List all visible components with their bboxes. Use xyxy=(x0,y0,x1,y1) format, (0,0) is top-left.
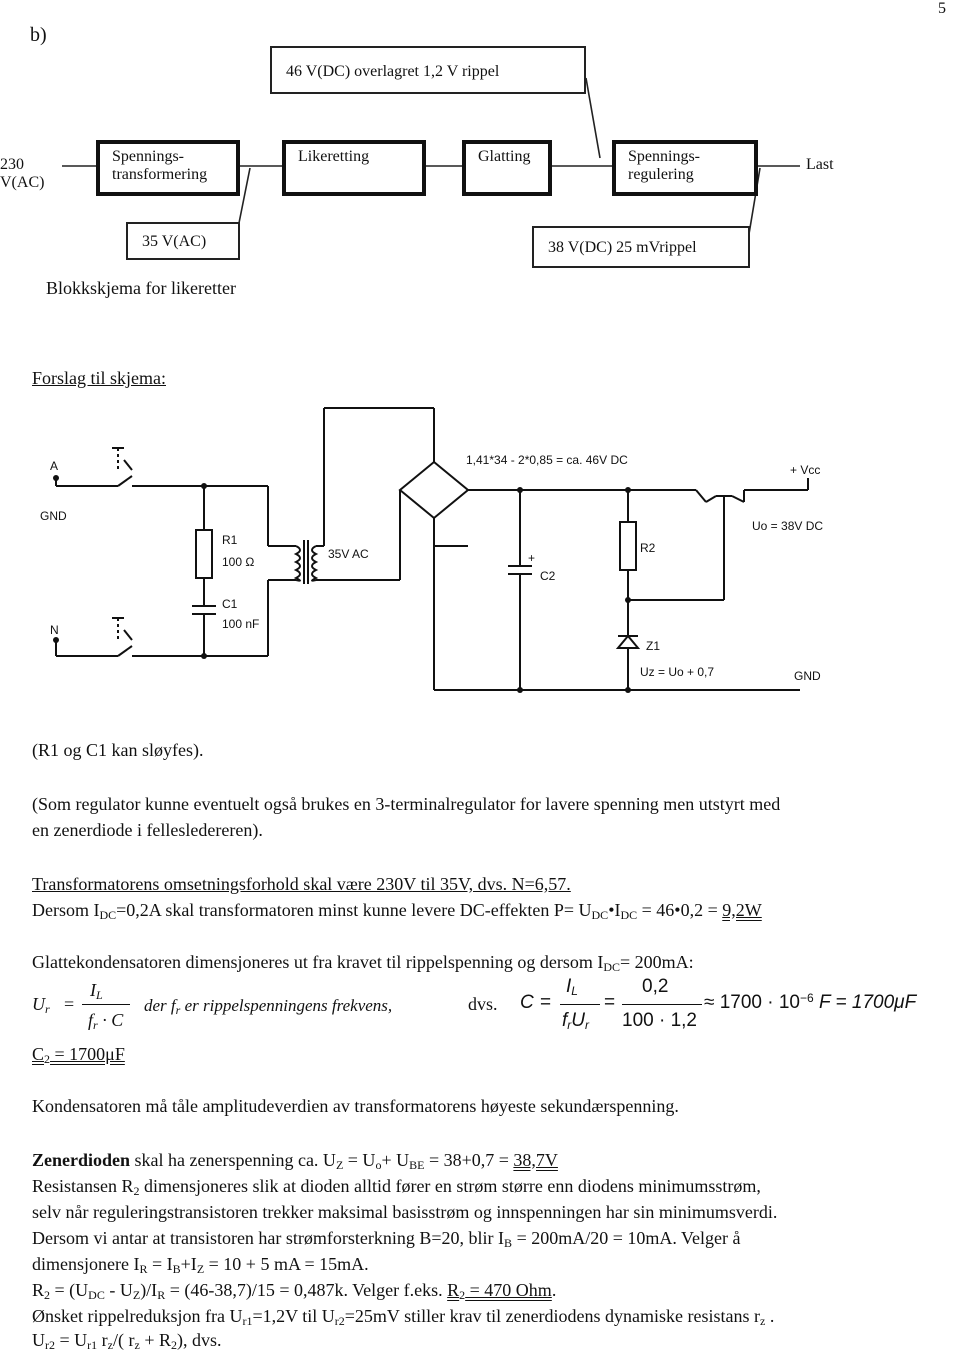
ripple-formula-e: + R xyxy=(139,1330,171,1350)
r2-choice xyxy=(447,1280,552,1300)
zener-heading: Zenerdioden xyxy=(32,1150,131,1170)
base-current-a: Dersom vi antar at transistoren har strømforsterkning B=20, blir I xyxy=(32,1228,505,1248)
formula-f-unit: F = 1700 xyxy=(813,992,895,1013)
zener-text-a: skal ha zenerspenning ca. U xyxy=(130,1150,336,1170)
c2-name: C2 xyxy=(540,569,556,583)
formula-il-2 xyxy=(566,976,578,998)
terminal-a-label: A xyxy=(50,459,59,473)
dc-power-text-d: = 46•0,2 = xyxy=(637,900,723,920)
block-regulation-line1: Spennings- xyxy=(628,148,700,165)
formula-der: der $f_r$ er rippelspenningens frekvens, xyxy=(144,996,393,1017)
dc-power-sub3: DC xyxy=(620,908,638,922)
block-transformer-line2: transformering xyxy=(112,166,208,184)
ir-b: = I xyxy=(147,1254,173,1274)
formula-frur xyxy=(562,1010,589,1032)
terminal-gnd-label: GND xyxy=(40,509,67,523)
dc-power-sub2: DC xyxy=(591,908,609,922)
c1-value: 100 nF xyxy=(222,617,260,631)
formula-exp: −6 xyxy=(800,991,814,1005)
page-number: 5 xyxy=(938,0,946,17)
smoothing-text-b: = 200mA: xyxy=(620,952,694,972)
ripple-formula-a: U xyxy=(32,1330,45,1350)
ripple-formula-d: /( r xyxy=(112,1330,135,1350)
ripple-formula-sub5: 2 xyxy=(170,1338,177,1352)
ripple-note-text: 46 V(DC) overlagret 1,2 V rippel xyxy=(286,63,500,80)
zener-sub2: o xyxy=(375,1158,382,1172)
c2-plus: + xyxy=(528,551,536,565)
transformer-ratio: Transformatorens omsetningsforhold skal være 230V til 35V, dvs. N=6,57. xyxy=(32,874,571,894)
input-voltage-line1: 230 xyxy=(0,156,24,173)
formula-der-sub: r xyxy=(175,1003,181,1017)
block-diagram-caption: Blokkskjema for likeretter xyxy=(46,278,236,298)
base-current-b: = 200mA/20 = 10mA. Velger å xyxy=(512,1228,741,1248)
resistor-r2 xyxy=(620,522,636,570)
transformer-label: 35V AC xyxy=(328,547,369,561)
base-current-line xyxy=(32,1228,741,1250)
formula-denominator: 100 · 1,2 xyxy=(622,1010,697,1031)
formula-eq-3: = xyxy=(604,992,616,1013)
uo-label: Uo = 38V DC xyxy=(752,519,824,533)
ir-sub2: B xyxy=(172,1262,181,1276)
ripple-formula-c: r xyxy=(97,1330,108,1350)
ir-sub3: Z xyxy=(196,1262,205,1276)
r2-choice-value: = 470 Ohm xyxy=(465,1280,552,1300)
ir-sub1: R xyxy=(139,1262,148,1276)
z1-name: Z1 xyxy=(646,639,661,653)
formula-ur xyxy=(32,994,50,1015)
ripple-formula-sub3: z xyxy=(107,1338,113,1352)
smoothing-intro xyxy=(32,952,694,974)
ripple-reduction-sub3: z xyxy=(760,1314,766,1328)
vcc-label: + Vcc xyxy=(790,463,821,477)
zener-text-b: = U xyxy=(343,1150,376,1170)
zener-text-c: + U xyxy=(381,1150,410,1170)
formula-fraction-bar-2 xyxy=(560,1004,600,1005)
ripple-formula-f: ), dvs. xyxy=(176,1330,222,1350)
block-smoothing-label: Glatting xyxy=(478,148,531,165)
ripple-reduction-b: =1,2V til U xyxy=(252,1306,335,1326)
formula-fr-sub: r xyxy=(93,1018,98,1032)
r2-calc-e: = (46-38,7)/15 = 0,487k. Velger f.eks. xyxy=(165,1280,448,1300)
regulator-note-line2: en zenerdiode i fellesledereren). xyxy=(32,820,263,840)
dc-power-sub1: DC xyxy=(99,908,117,922)
smoothing-text-a: Glattekondensatoren dimensjoneres ut fra kravet til rippelspenning og dersom I xyxy=(32,952,604,972)
formula-frur-sub2: r xyxy=(585,1018,590,1032)
block-regulation-line2: regulering xyxy=(628,166,694,184)
ripple-formula-line xyxy=(32,1330,221,1352)
rectifier-note: 1,41*34 - 2*0,85 = ca. 46V DC xyxy=(466,453,628,467)
r2-calc-a: R xyxy=(32,1280,45,1300)
r2-calc-sub3: Z xyxy=(132,1288,141,1302)
r2-calc-c: - U xyxy=(104,1280,133,1300)
r2-calc-sub4: R xyxy=(157,1288,166,1302)
block-rectifier-label: Likeretting xyxy=(298,148,370,165)
r2-choice-symbol: R xyxy=(447,1280,460,1300)
switch-top-blade xyxy=(118,476,132,486)
r2-calc-end: . xyxy=(551,1280,557,1300)
r2-calc-d: )/I xyxy=(140,1280,158,1300)
r2-intro-sub: 2 xyxy=(133,1184,140,1198)
ripple-reduction-d: . xyxy=(765,1306,775,1326)
base-current-sub: B xyxy=(504,1236,513,1250)
ripple-reduction-sub2: r2 xyxy=(334,1314,345,1328)
ripple-formula-sub1: r2 xyxy=(45,1338,55,1352)
r2-condition: selv når reguleringstransistoren trekker maksimal basisstrøm og innspenningen har sin minimumsverdi. xyxy=(32,1202,778,1222)
r2-choice-sub: 2 xyxy=(459,1288,466,1302)
r2-intro-b: dimensjoneres slik at dioden alltid fører en strøm større enn diodens minimumsstrøm, xyxy=(139,1176,761,1196)
formula-der-desc: er rippelspenningens frekvens xyxy=(184,996,388,1015)
ripple-reduction-a: Ønsket rippelreduksjon fra U xyxy=(32,1306,243,1326)
formula-il-symbol: I xyxy=(90,980,96,1000)
c1-name: C1 xyxy=(222,597,238,611)
gnd-output-label: GND xyxy=(794,669,821,683)
dc-power-result: 9,2W xyxy=(722,900,762,920)
formula-ur-sub: r xyxy=(45,1002,50,1016)
formula-dvs: dvs. xyxy=(468,994,498,1014)
dc-voltage-note-text: 38 V(DC) 25 mVrippel xyxy=(548,239,697,256)
ir-line xyxy=(32,1254,369,1276)
dc-power-text-c: •I xyxy=(608,900,621,920)
formula-numerator: 0,2 xyxy=(642,976,669,997)
input-voltage-line2: V(AC) xyxy=(0,174,45,192)
ripple-reduction-sub1: r1 xyxy=(242,1314,253,1328)
formula-mu-unit: μF xyxy=(894,992,917,1013)
formula-der-word: der xyxy=(144,996,167,1015)
schematic-heading: Forslag til skjema: xyxy=(32,368,166,388)
ir-d: = 10 + 5 mA = 15mA. xyxy=(204,1254,369,1274)
r2-intro-a: Resistansen R xyxy=(32,1176,134,1196)
c2-result-value: = 1700μF xyxy=(50,1044,125,1064)
formula-eq-2: = xyxy=(540,992,552,1013)
regulator-note-line1: (Som regulator kunne eventuelt også brukes en 3-terminalregulator for lavere spenning men utstyrt med xyxy=(32,794,781,814)
ripple-formula-sub2: r1 xyxy=(87,1338,98,1352)
formula-result xyxy=(704,992,916,1014)
formula-il2-sub: L xyxy=(571,984,578,998)
formula-eq-1: = xyxy=(64,994,75,1014)
r2-intro xyxy=(32,1176,761,1198)
formula-il-sub: L xyxy=(96,988,103,1002)
capacitor-note: Kondensatoren må tåle amplitudeverdien av transformatorens høyeste sekundærspenning. xyxy=(32,1096,679,1116)
r1-name: R1 xyxy=(222,533,238,547)
terminal-n-label: N xyxy=(50,623,59,637)
formula-approx: ≈ 1700 · 10 xyxy=(704,992,800,1013)
zener-sub3: BE xyxy=(409,1158,425,1172)
formula-der-f: f xyxy=(170,996,176,1015)
formula-c: C xyxy=(520,992,534,1013)
formula-c-symbol: C xyxy=(111,1010,124,1030)
dc-power-line xyxy=(32,900,762,922)
ripple-reduction-line xyxy=(32,1306,774,1328)
formula-fr-c: $f_r \cdot C$ xyxy=(88,1010,124,1032)
formula-fraction-bar-3 xyxy=(622,1004,702,1005)
ripple-formula-sub4: z xyxy=(134,1338,140,1352)
dc-power-text-b: =0,2A skal transformatoren minst kunne levere DC-effekten P= U xyxy=(116,900,592,920)
formula-ur-symbol: U xyxy=(32,994,45,1014)
zener-formula: Uz = Uo + 0,7 xyxy=(640,665,715,679)
section-label: b) xyxy=(30,24,47,46)
r2-name: R2 xyxy=(640,541,656,555)
output-load: Last xyxy=(806,156,834,173)
r1-value: 100 Ω xyxy=(222,555,255,569)
r2-calc-sub1: 2 xyxy=(44,1288,51,1302)
zener-text-d: = 38+0,7 = xyxy=(424,1150,514,1170)
resistor-r1 xyxy=(196,530,212,578)
formula-frur-sub1: r xyxy=(567,1018,572,1032)
zener-sub1: Z xyxy=(335,1158,344,1172)
r2-calc-line xyxy=(32,1280,556,1302)
smoothing-sub: DC xyxy=(603,960,621,974)
zener-z1 xyxy=(618,636,638,648)
formula-fraction-bar-1 xyxy=(82,1004,130,1005)
transformer-secondary xyxy=(312,546,316,581)
r2-calc-b: = (U xyxy=(50,1280,89,1300)
r2-calc-sub2: DC xyxy=(88,1288,105,1302)
zener-result: 38,7V xyxy=(513,1150,558,1170)
block-transformer-line1: Spennings- xyxy=(112,148,184,165)
ripple-reduction-c: =25mV stiller krav til zenerdiodens dynamiske resistans r xyxy=(344,1306,761,1326)
bridge-rectifier xyxy=(400,462,468,518)
transformer-primary xyxy=(296,546,300,581)
formula-frur-f: f xyxy=(562,1010,568,1031)
note-r1-c1: (R1 og C1 kan sløyfes). xyxy=(32,740,204,760)
ir-c: +I xyxy=(180,1254,197,1274)
ripple-formula-b: = U xyxy=(55,1330,88,1350)
formula-il xyxy=(90,980,103,1001)
ac-voltage-note-text: 35 V(AC) xyxy=(142,233,207,250)
formula-frur-u: U xyxy=(571,1010,586,1031)
ir-a: dimensjonere I xyxy=(32,1254,140,1274)
formula-il2-symbol: I xyxy=(566,976,572,997)
formula-fr-symbol: f xyxy=(88,1010,94,1030)
c2-result-sub: 2 xyxy=(44,1052,51,1066)
c2-result xyxy=(32,1044,125,1066)
zener-voltage-line xyxy=(32,1150,558,1172)
c2-result-symbol: C xyxy=(32,1044,45,1064)
dc-power-text-a: Dersom I xyxy=(32,900,100,920)
